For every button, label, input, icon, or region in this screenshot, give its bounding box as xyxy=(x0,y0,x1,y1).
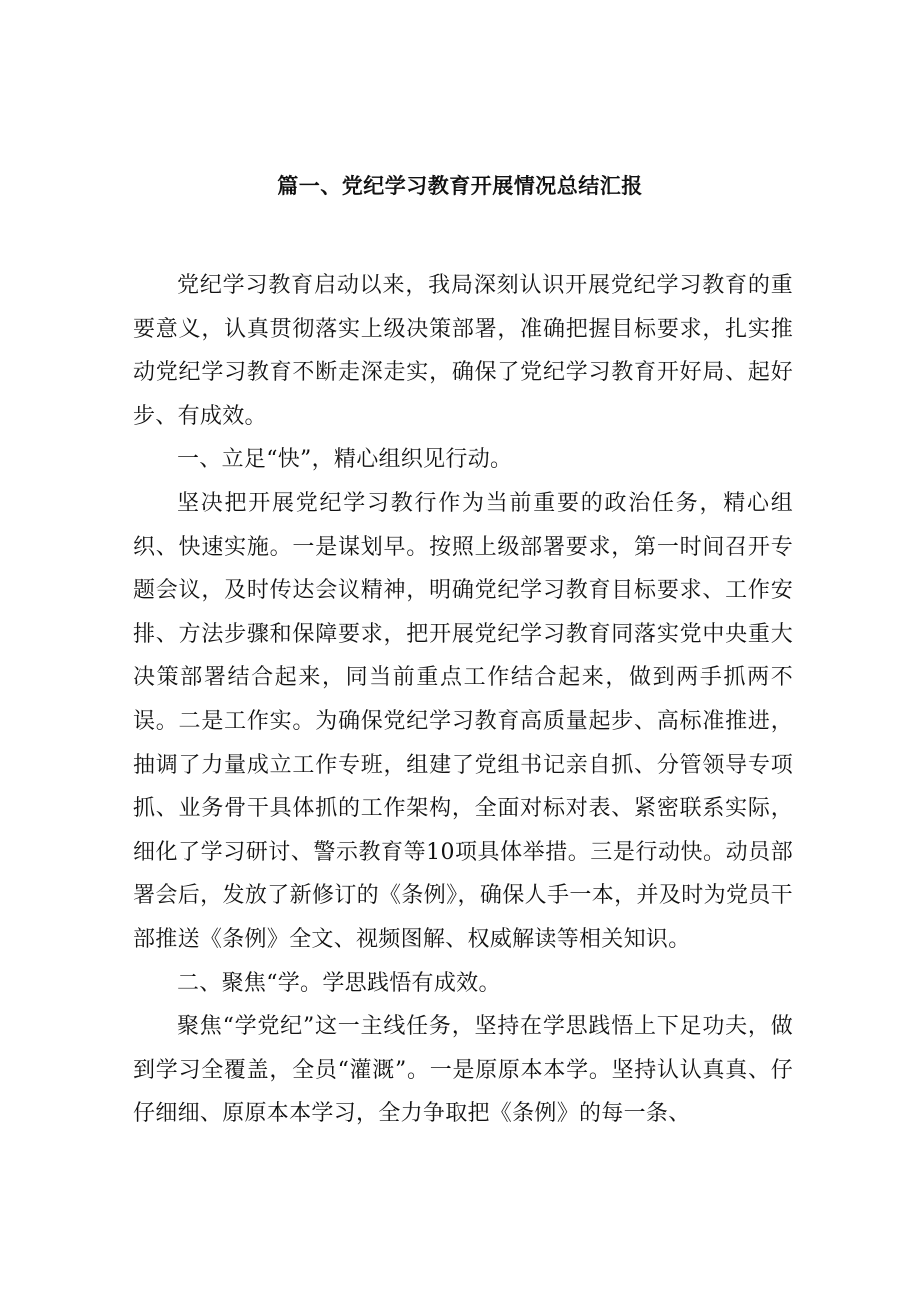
document-title: 篇一、党纪学习教育开展情况总结汇报 xyxy=(277,174,643,198)
paragraph-section-2: 聚焦“学党纪”这一主线任务，坚持在学思践悟上下足功夫，做到学习全覆盖，全员“灌溉”。一是原原本本学。坚持认认真真、仔仔细细、原原本本学习，全力争取把《条例》的每一条、 xyxy=(133,1014,793,1127)
paragraph-section-1: 坚决把开展党纪学习教行作为当前重要的政治任务，精心组织、快速实施。一是谋划早。按照上级部署要求，第一时间召开专题会议，及时传达会议精神，明确党纪学习教育目标要求、工作安排、方法步骤和保障要求，把开展党纪学习教育同落实党中央重大决策部署结合起来，同当前重点工作结合起来，做到两手抓两不误。二是工作实。为确保党纪学习教育高质量起步、高标准推进，抽调了力量成立工作专班，组建了党组书记亲自抓、分管领导专项抓、业务骨干具体抓的工作架构，全面对标对表、紧密联系实际，细化了学习研讨、警示教育等10项具体举措。三是行动快。动员部署会后，发放了新修订的《条例》，确保人手一本，并及时为党员干部推送《条例》全文、视频图解、权威解读等相关知识。 xyxy=(133,490,793,952)
paragraph-intro: 党纪学习教育启动以来，我局深刻认识开展党纪学习教育的重要意义，认真贯彻落实上级决策部署，准确把握目标要求，扎实推动党纪学习教育不断走深走实，确保了党纪学习教育开好局、起好步、有成效。 xyxy=(133,273,793,429)
document-body xyxy=(133,264,793,1136)
section-heading-2: 二、聚焦“学。学思践悟有成效。 xyxy=(177,970,501,996)
section-heading-1: 一、立足“快”，精心组织见行动。 xyxy=(177,447,513,473)
